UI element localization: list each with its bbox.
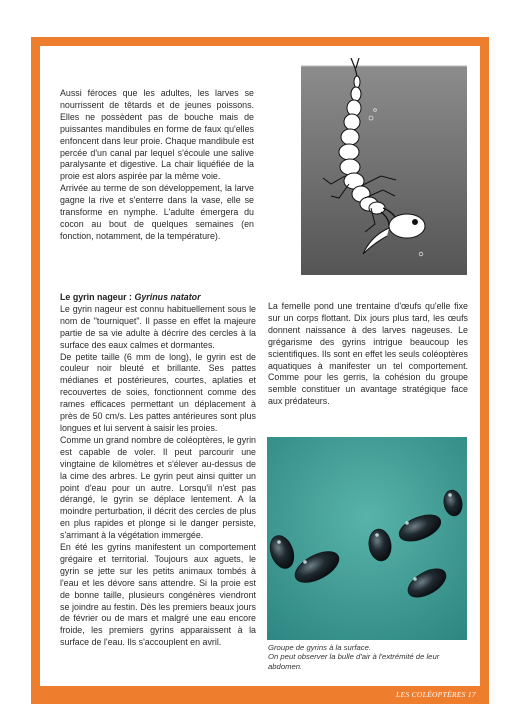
caption-line: On peut observer la bulle d'air à l'extrémité de leur abdomen. xyxy=(268,652,440,671)
intro-text xyxy=(60,88,254,243)
gyrins-drawing xyxy=(267,437,467,640)
body-paragraph: La femelle pond une trentaine d'œufs qu'elle fixe sur un corps flottant. Dix jours plus tard, les œufs donnent naissance à des larves nageuses. Le grégarisme des gyrins intrigue beaucoup les scientifiques. Ils sont en effet les seuls coléoptères aquatiques à manifester un tel comportement. Comme pour les gerris, la cohésion du groupe semble constituer un avantage stratégique face aux prédateurs. xyxy=(268,301,468,407)
left-column xyxy=(60,292,256,649)
running-footer: LES COLÉOPTÈRES 17 xyxy=(396,690,476,699)
figure-caption xyxy=(268,643,473,671)
section-heading xyxy=(60,292,256,304)
body-paragraph: De petite taille (6 mm de long), le gyrin est de couleur noir bleuté et brillante. Ses pattes médianes et postérieures, courtes, aplaties et recouvertes de soies, fonctionnent comme des rames efficaces permettant un déplacement à près de 50 cm/s. Les pattes antérieures sont plus longues et lui servent à saisir les proies. xyxy=(60,351,256,433)
caption-line: Groupe de gyrins à la surface. xyxy=(268,643,371,652)
right-column xyxy=(268,301,468,408)
intro-paragraph: Aussi féroces que les adultes, les larves se nourrissent de têtards et de jeunes poissons. Elles ne possèdent pas de bouche mais de puissantes mandibules en forme de faux qu'elles enfoncent dans leur proie. Chaque mandibule est percée d'un canal par lequel s'écoule une salive paralysante et digestive. La chair liquéfiée de la proie est alors aspirée par la même voie. xyxy=(60,88,254,182)
species-name: Gyrinus natator xyxy=(134,292,201,302)
body-paragraph: Comme un grand nombre de coléoptères, le gyrin est capable de voler. Il peut parcourir une vingtaine de kilomètres et s'élever au-dessus de la cime des arbres. Le gyrin peut ainsi quitter un point d'eau pour un autre. Lorsqu'il n'est pas dérangé, le gyrin se déplace lentement. A la moindre perturbation, il décrit des cercles de plus en plus rapides et plonge si le danger persiste, s'arrimant à la végétation immergée. xyxy=(60,434,256,541)
section-heading-text: Le gyrin nageur : xyxy=(60,292,135,302)
intro-paragraph: Arrivée au terme de son développement, la larve gagne la rive et s'enterre dans la vase, elle se transforme en nymphe. L'adulte émergera du cocon au bout de quelques semaines (en fonction, notamment, de la température). xyxy=(60,183,254,241)
larva-illustration xyxy=(301,58,467,275)
gyrins-photo xyxy=(267,437,467,640)
body-paragraph: Le gyrin nageur est connu habituellement sous le nom de "tourniquet". Il passe en effet la majeure partie de sa vie adulte à décrire des cercles à la surface des eaux calmes et dormantes. xyxy=(60,303,256,350)
body-paragraph: En été les gyrins manifestent un comportement grégaire et territorial. Toujours aux aguets, le gyrin se jette sur les petits animaux tombés à l'eau et les dévore sans attendre. Si la proie est de bonne taille, plusieurs congénères viendront se joindre au festin. Dès les premiers beaux jours de février ou de mars et malgré une eau encore froide, les premiers gyrins apparaissent à la surface de l'eau. Ils s'accouplent en avril. xyxy=(60,542,256,648)
larva-drawing xyxy=(301,58,467,275)
